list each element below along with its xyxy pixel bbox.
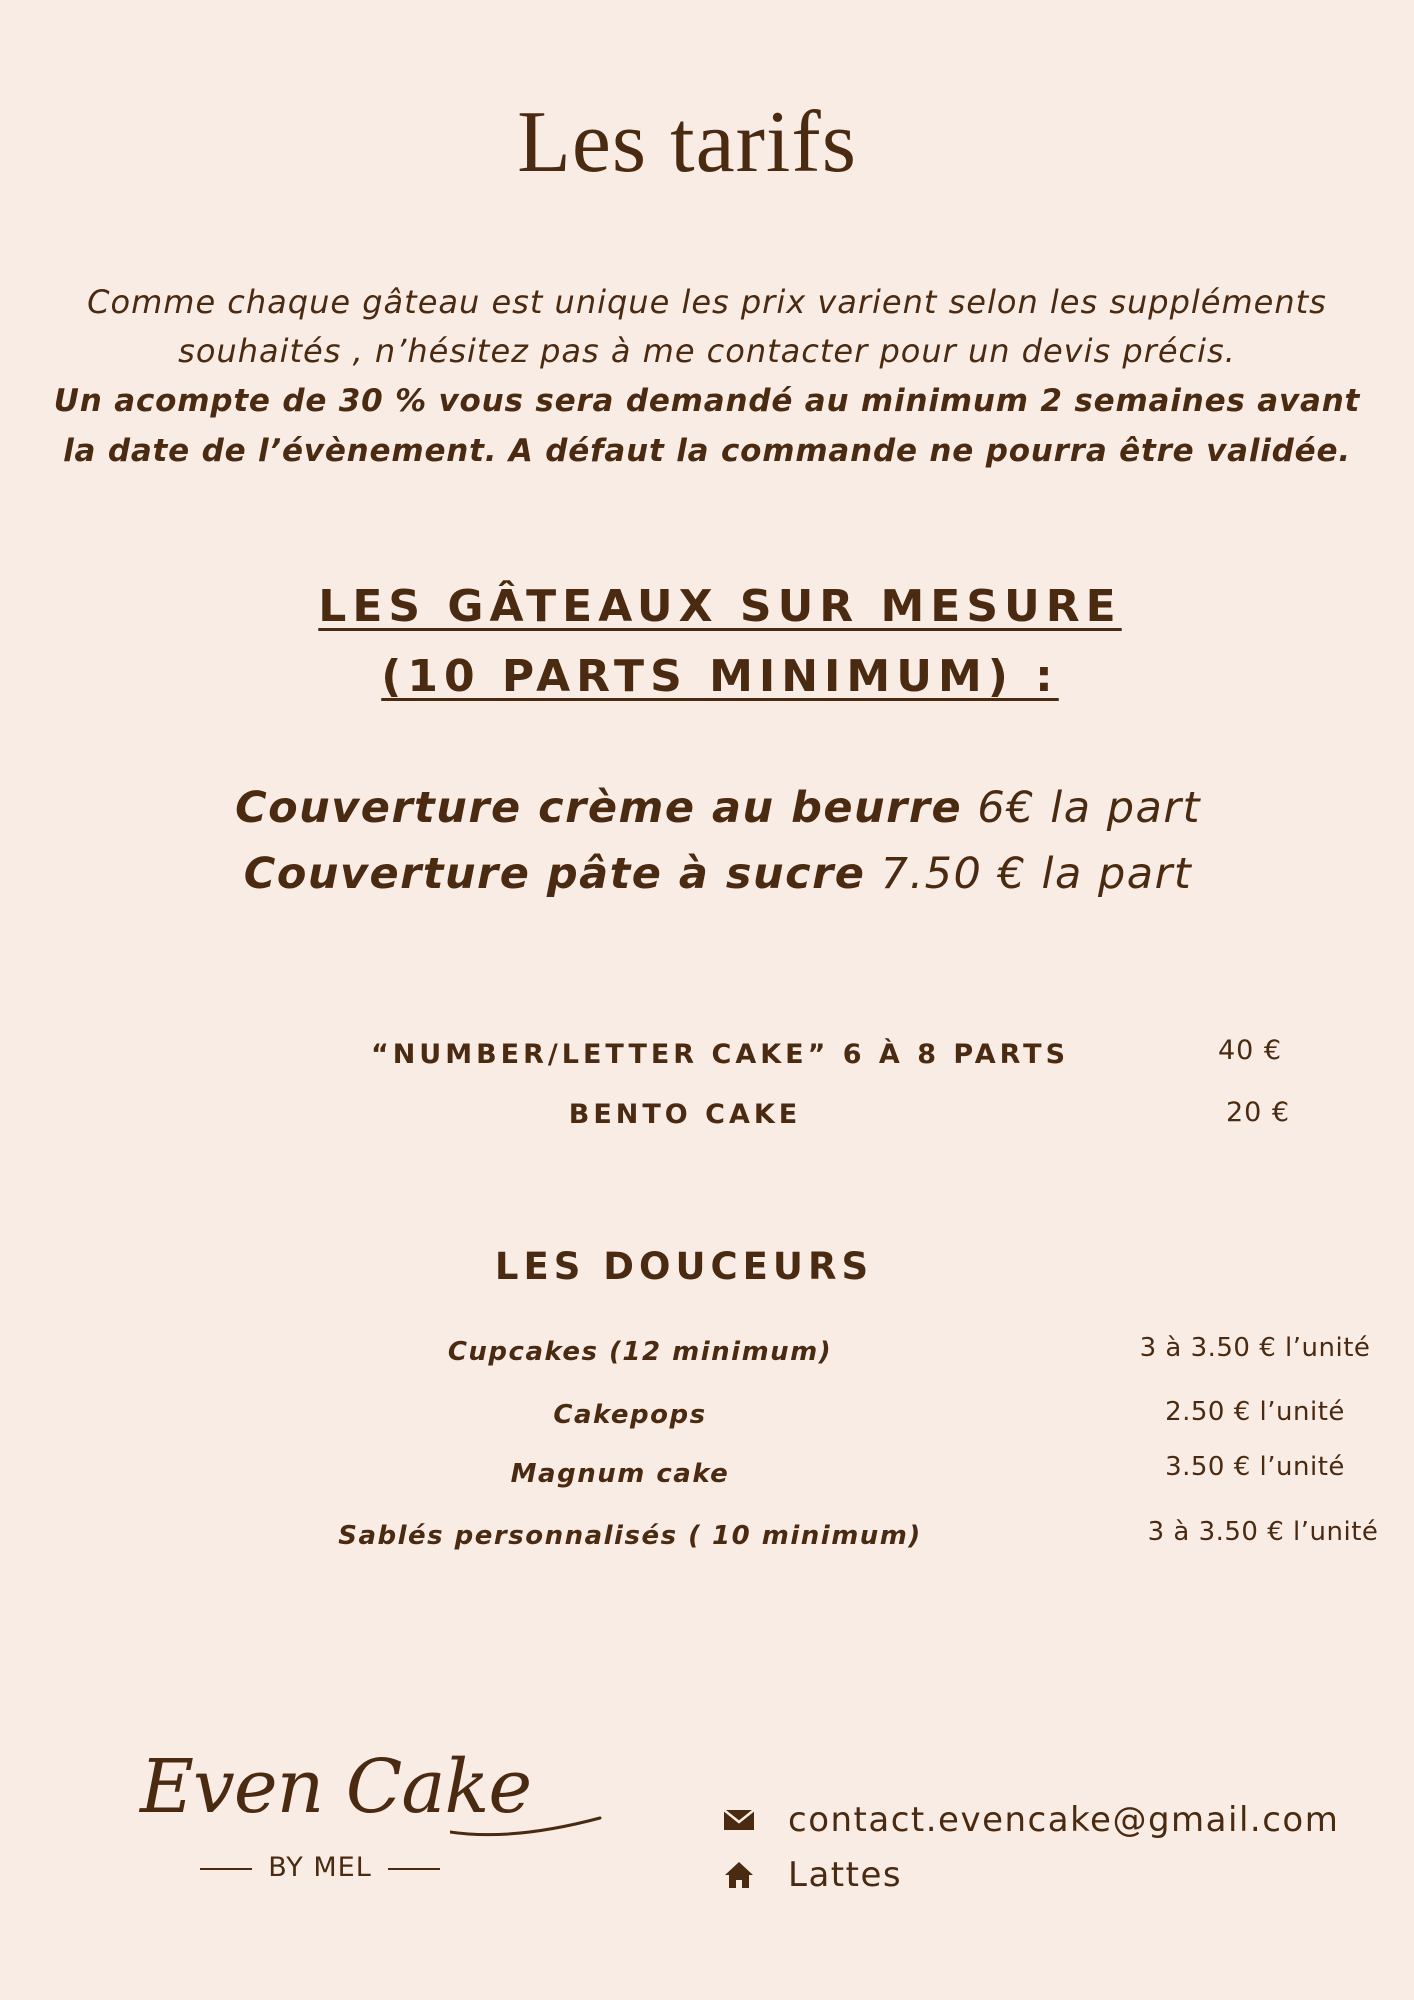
intro-line-1: Comme chaque gâteau est unique les prix varient selon les suppléments — [87, 283, 1327, 321]
bento-cake-label: BENTO CAKE — [568, 1099, 802, 1130]
sweet-magnum-price: 3.50 € l’unité — [1165, 1452, 1345, 1482]
contact-email[interactable]: contact.evencake@gmail.com — [788, 1800, 1340, 1840]
intro-text — [0, 278, 1414, 476]
deposit-line-2: la date de l’évènement. A défaut la commande ne pourra être validée. — [63, 433, 1351, 469]
sweet-cakepops-label: Cakepops — [553, 1400, 707, 1430]
custom-cakes-heading-line-2: (10 PARTS MINIMUM) : — [381, 651, 1059, 702]
envelope-icon — [722, 1803, 756, 1837]
bento-cake-price: 20 € — [1225, 1097, 1291, 1128]
page-title: Les tarifs — [517, 94, 857, 191]
brand-logo — [120, 1740, 620, 1900]
custom-cakes-heading-line-1: LES GÂTEAUX SUR MESURE — [318, 581, 1122, 632]
logo-subtitle: BY MEL — [120, 1852, 520, 1883]
logo-flourish-icon — [450, 1804, 610, 1844]
custom-cakes-heading — [0, 572, 1414, 712]
covering-price: 7.50 € la part — [880, 849, 1193, 899]
contact-location: Lattes — [788, 1855, 903, 1895]
sweet-sables-price: 3 à 3.50 € l’unité — [1147, 1517, 1379, 1547]
number-letter-cake-label: “NUMBER/LETTER CAKE” 6 À 8 PARTS — [370, 1039, 1070, 1070]
sweet-magnum-label: Magnum cake — [510, 1459, 730, 1489]
covering-sugarpaste — [0, 841, 1414, 907]
coverings-list — [0, 775, 1414, 907]
sweet-sables-label: Sablés personnalisés ( 10 minimum) — [338, 1521, 922, 1551]
covering-name: Couverture crème au beurre — [235, 783, 963, 833]
intro-line-2: souhaités , n’hésitez pas à me contacter pour un devis précis. — [178, 332, 1236, 370]
home-icon — [722, 1858, 756, 1892]
logo-script-text: Even Cake — [140, 1744, 532, 1830]
covering-buttercream — [0, 775, 1414, 841]
contact-email-line — [722, 1800, 1339, 1840]
sweets-heading: LES DOUCEURS — [494, 1245, 874, 1288]
number-letter-cake-price: 40 € — [1217, 1035, 1283, 1066]
sweet-cakepops-price: 2.50 € l’unité — [1165, 1397, 1345, 1427]
deposit-line-1: Un acompte de 30 % vous sera demandé au minimum 2 semaines avant — [53, 383, 1361, 419]
contact-location-line — [722, 1855, 902, 1895]
sweet-cupcakes-price: 3 à 3.50 € l’unité — [1139, 1333, 1371, 1363]
covering-name: Couverture pâte à sucre — [243, 849, 866, 899]
covering-price: 6€ la part — [977, 783, 1201, 833]
sweet-cupcakes-label: Cupcakes (12 minimum) — [447, 1337, 833, 1367]
